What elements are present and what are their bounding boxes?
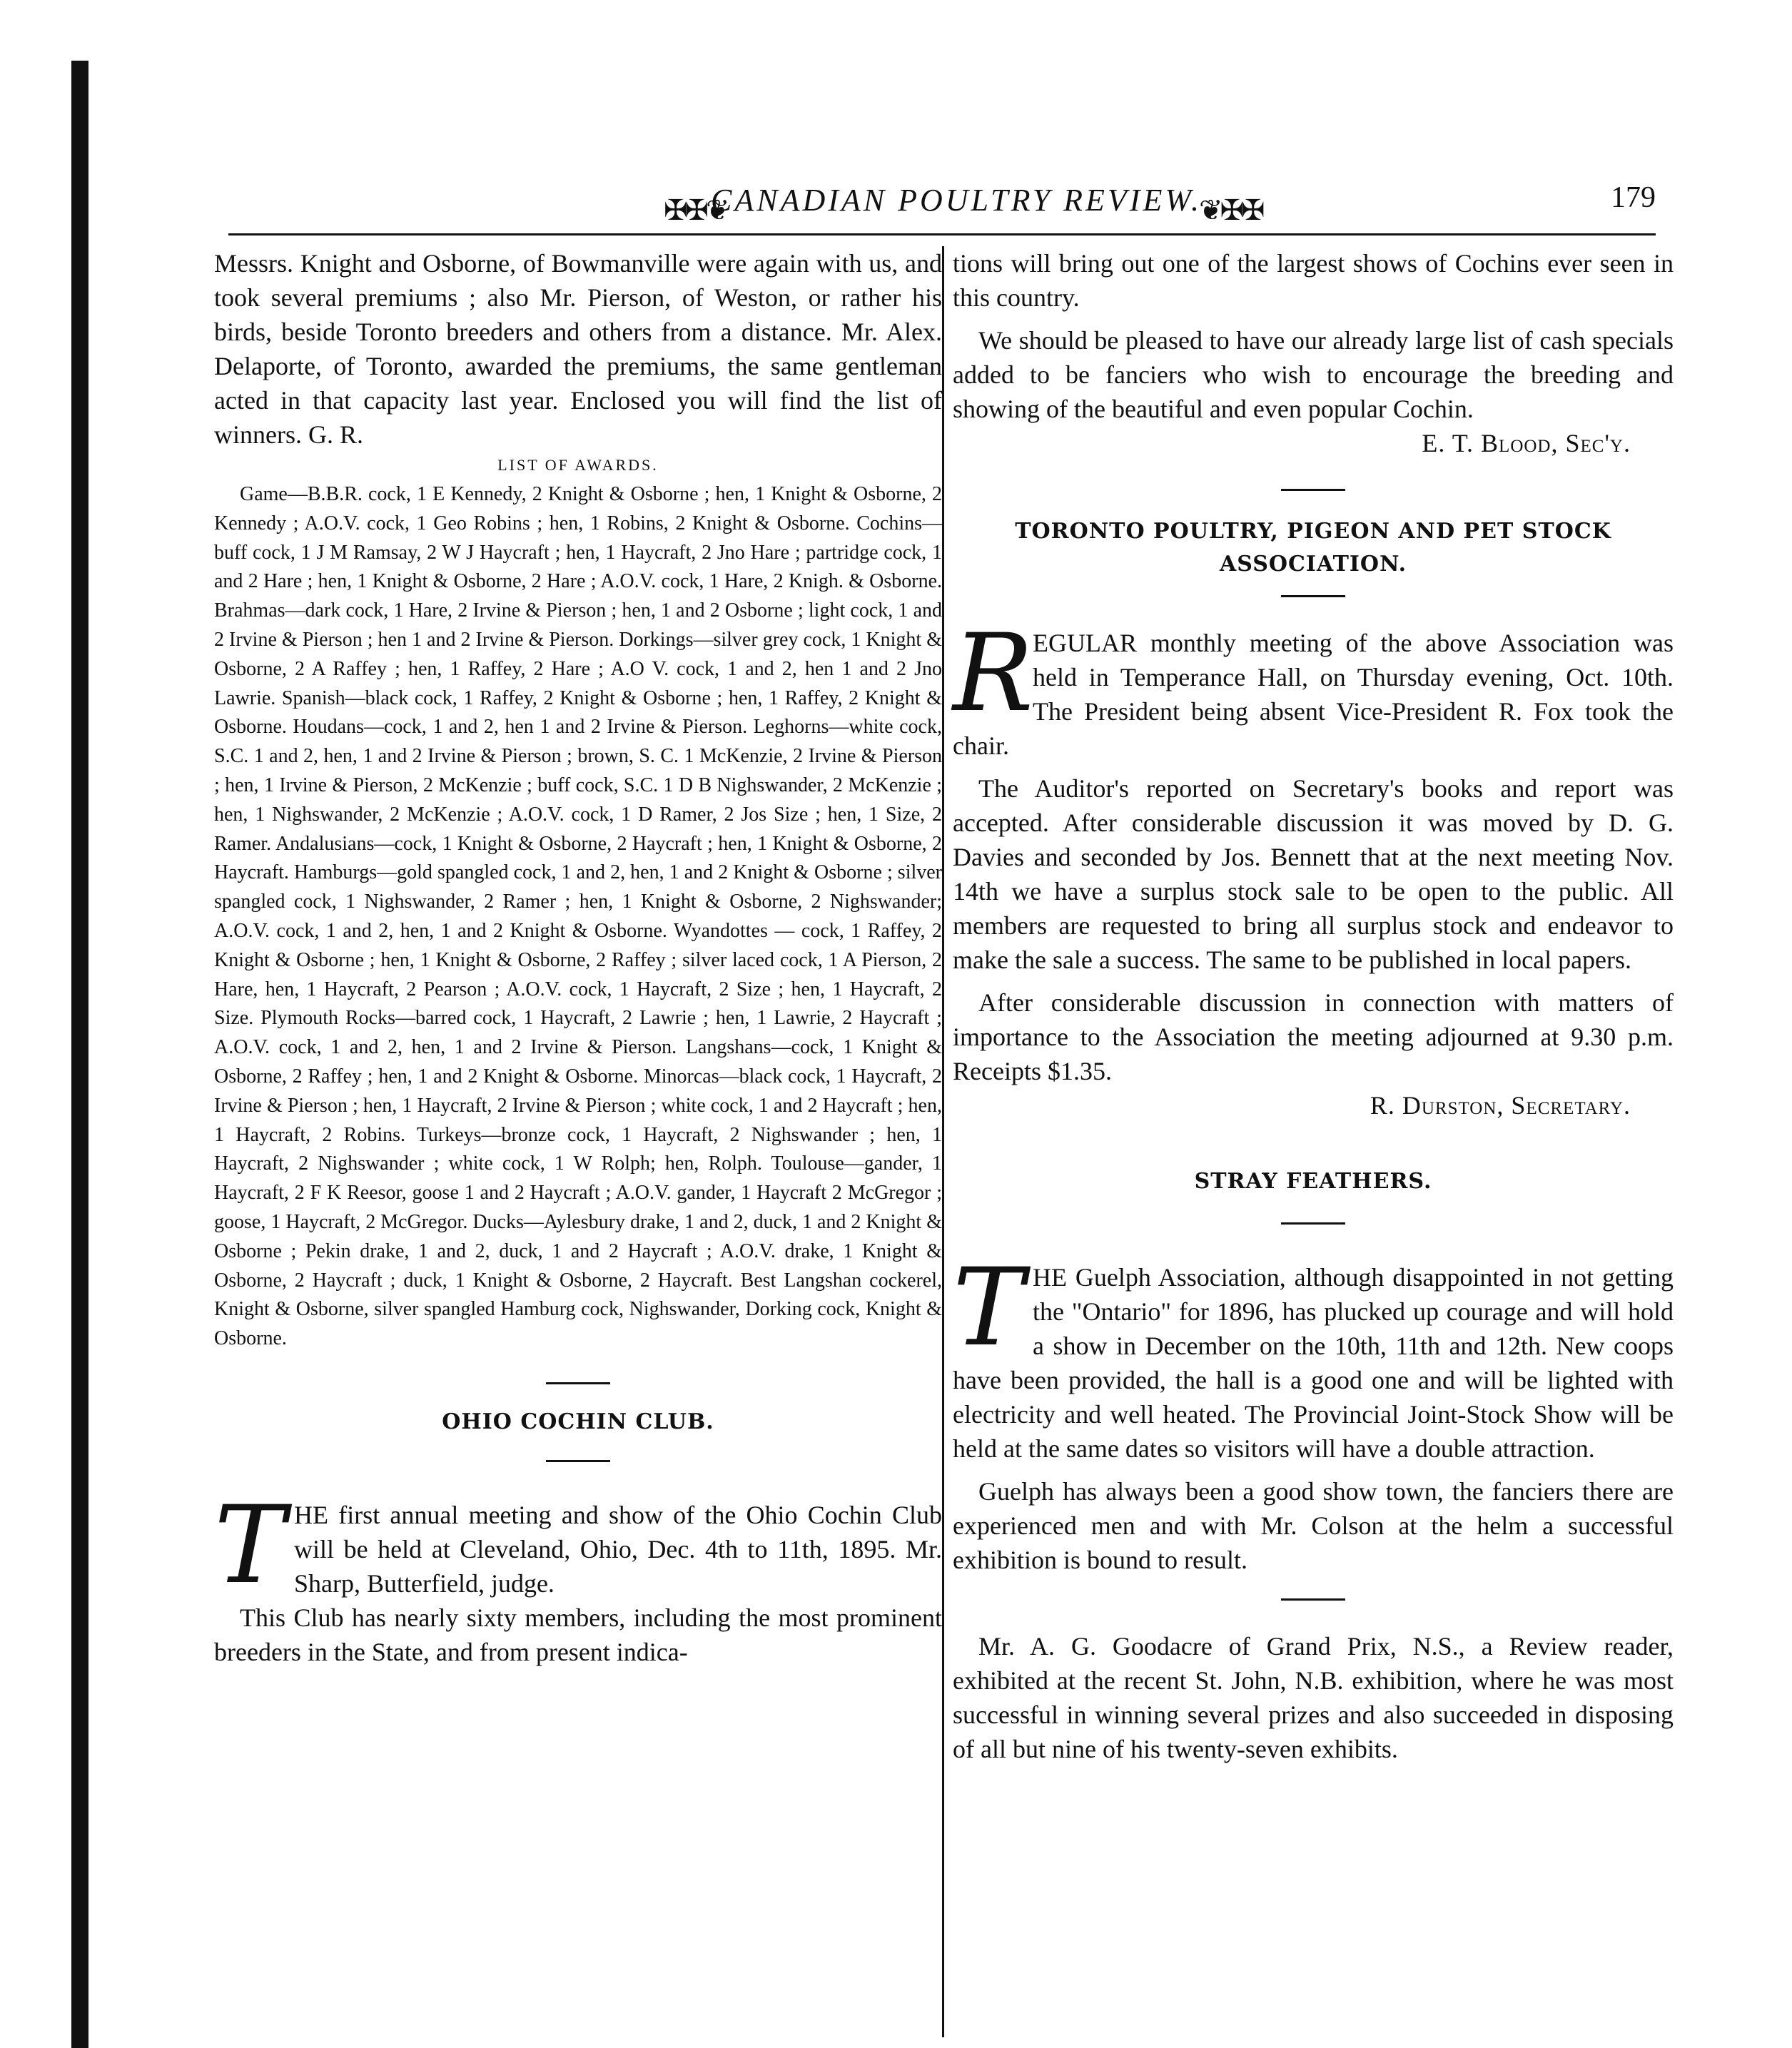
ohio-paragraph-2: This Club has nearly sixty members, including the most prominent breeders in the State, and from present indica- [214, 1603, 942, 1666]
ohio-paragraph-1: HE first annual meeting and show of the Ohio Cochin Club will be held at Cleveland, Ohio, Dec. 4th to 11th, 1895. Mr. Sharp, Butterfield, judge. [294, 1500, 942, 1598]
stray-paragraph-3: Mr. A. G. Goodacre of Grand Prix, N.S., a Review reader, exhibited at the recent St. John, N.B. exhibition, where he was most successful in winning several prizes and also succeeded in disposing of all but nine of his twenty-seven exhibits. [953, 1632, 1674, 1763]
right-column [953, 246, 1674, 1766]
masthead-ornament-left: ✠✠❦ [664, 194, 727, 226]
toronto-drop-cap: R [953, 612, 1033, 736]
masthead-ornament-right: ❦✠✠ [1199, 194, 1262, 226]
ohio-signature: E. T. Blood, Sec'y. [1422, 429, 1631, 457]
ohio-paragraph-3: We should be pleased to have our already large list of cash specials added to be fanciers who wish to encourage the breeding and showing of the beautiful and even popular Cochin. [953, 326, 1674, 423]
column-divider [942, 246, 944, 2037]
masthead-title: CANADIAN POULTRY REVIEW. [711, 183, 1202, 218]
left-column [214, 246, 942, 1669]
stray-feathers-article [953, 1246, 1674, 1766]
page-number: 179 [1611, 181, 1656, 214]
masthead-rule [228, 233, 1656, 235]
stray-feathers-heading: STRAY FEATHERS. [1194, 1169, 1432, 1194]
toronto-paragraph-3: After considerable discussion in connection with matters of importance to the Association the meeting adjourned at 9.30 p.m. Receipts $1.35. [953, 988, 1674, 1085]
awards-list: Game—B.B.R. cock, 1 E Kennedy, 2 Knight & Osborne ; hen, 1 Knight & Osborne, 2 Kennedy ; A.O.V. cock, 1 Geo Robins ; hen, 1 Robins, 2 Knight & Osborne. Cochins—buff cock, 1 J M Ramsay, 2 W J Haycraft ; hen, 1 Haycraft, 2 Jno Hare ; partridge cock, 1 and 2 Hare ; hen, 1 Knight & Osborne, 2 Hare ; A.O.V. cock, 1 Hare, 2 Knigh. & Osborne. Brahmas—dark cock, 1 Hare, 2 Irvine & Pierson ; hen, 1 and 2 Osborne ; light cock, 1 and 2 Irvine & Pierson ; hen 1 and 2 Irvine & Pierson. Dorkings—silver grey cock, 1 Knight & Osborne, 2 A Raffey ; hen, 1 Raffey, 2 Hare ; A.O V. cock, 1 and 2, hen 1 and 2 Jno Lawrie. Spanish—black cock, 1 Raffey, 2 Knight & Osborne ; hen, 1 Raffey, 2 Knight & Osborne. Houdans—cock, 1 and 2, hen 1 and 2 Irvine & Pierson. Leghorns—white cock, S.C. 1 and 2, hen, 1 and 2 Irvine & Pierson ; brown, S. C. 1 McKenzie, 2 Irvine & Pierson ; hen, 1 Irvine & Pierson, 2 McKenzie ; buff cock, S.C. 1 D B Nighswander, 2 McKenzie ; hen, 1 Nighswander, 2 McKenzie ; A.O.V. cock, 1 D Ramer, 2 Jos Size ; hen, 1 Size, 2 Ramer. Andalusians—cock, 1 Knight & Osborne, 2 Haycraft ; hen, 1 Knight & Osborne, 2 Haycraft. Hamburgs—gold spangled cock, 1 and 2, hen, 1 and 2 Knight & Osborne ; silver spangled cock, 1 Nighswander, 2 Ramer ; hen, 1 Knight & Osborne, 2 Nighswander; A.O.V. cock, 1 and 2, hen, 1 and 2 Knight & Osborne. Wyandottes — cock, 1 Raffey, 2 Knight & Osborne ; hen, 1 Knight & Osborne, 2 Raffey ; silver laced cock, 1 A Pierson, 2 Hare, hen, 1 Haycraft, 2 Pearson ; A.O.V. cock, 1 Haycraft, 2 Size ; hen, 1 Haycraft, 2 Size. Plymouth Rocks—barred cock, 1 Haycraft, 2 Lawrie ; hen, 1 Lawrie, 2 Haycraft ; A.O.V. cock, 1 and 2, hen, 1 and 2 Irvine & Pierson. Langshans—cock, 1 Knight & Osborne, 2 Raffey ; hen, 1 and 2 Knight & Osborne. Minorcas—black cock, 1 Haycraft, 2 Irvine & Pierson ; hen, 1 Haycraft, 2 Irvine & Pierson ; white cock, 1 and 2 Haycraft ; hen, 1 Haycraft, 2 Robins. Turkeys—bronze cock, 1 Haycraft, 2 Nighswander ; hen, 1 Haycraft, 2 Nighswander ; white cock, 1 W Rolph; hen, Rolph. Toulouse—gander, 1 Haycraft, 2 F K Reesor, goose 1 and 2 Haycraft ; A.O.V. gander, 1 Haycraft 2 McGregor ; goose, 1 Haycraft, 2 McGregor. Ducks—Aylesbury drake, 1 and 2, duck, 1 and 2 Knight & Osborne ; Pekin drake, 1 and 2, duck, 1 and 2 Haycraft ; A.O.V. drake, 1 Knight & Osborne, 2 Haycraft ; duck, 1 Knight & Osborne, 2 Haycraft. Best Langshan cockerel, Knight & Osborne, silver spangled Hamburg cock, Nighswander, Dorking cock, Knight & Osborne. [214, 483, 942, 1350]
ohio-cochin-club-heading: OHIO COCHIN CLUB. [442, 1409, 714, 1434]
ohio-paragraph-continued: tions will bring out one of the largest shows of Cochins ever seen in this country. [953, 249, 1674, 312]
masthead [214, 175, 1656, 246]
ohio-drop-cap: T [214, 1483, 286, 1608]
toronto-paragraph-2: The Auditor's reported on Secretary's books and report was accepted. After considerable discussion it was moved by D. G. Davies and seconded by Jos. Bennett that at the next meeting Nov. 14th we have a surplus stock sale to be open to the public. All members are requested to bring all surplus stock and endeavor to make the sale a success. The same to be published in local papers. [953, 774, 1674, 974]
binding-edge [71, 61, 88, 2048]
intro-paragraph: Messrs. Knight and Osborne, of Bowmanville were again with us, and took several premiums ; also Mr. Pierson, of Weston, or rather his birds, beside Toronto breeders and others from a distance. Mr. Alex. Delaporte, of Toronto, awarded the premiums, the same gentleman acted in that capacity last year. Enclosed you will find the list of winners. G. R. [214, 249, 942, 449]
stray-paragraph-2: Guelph has always been a good show town, the fanciers there are experienced men and with Mr. Colson at the helm a successful exhibition is bound to result. [953, 1477, 1674, 1574]
ohio-article [214, 1483, 942, 1669]
toronto-article [953, 612, 1674, 1122]
stray-paragraph-1: HE Guelph Association, although disappointed in not getting the "Ontario" for 1896, has plucked up courage and will hold a show in December on the 10th, 11th and 12th. New coops have been provided, the hall is a good one and will be lighted with electricity and well heated. The Provincial Joint-Stock Show will be held at the same dates so visitors will have a double attraction. [953, 1263, 1674, 1463]
toronto-paragraph-1: EGULAR monthly meeting of the above Association was held in Temperance Hall, on Thursday evening, Oct. 10th. The President being absent Vice-President R. Fox took the chair. [953, 629, 1674, 760]
toronto-association-heading: TORONTO POULTRY, PIGEON AND PET STOCK ASSOCIATION. [1015, 519, 1611, 577]
toronto-signature: R. Durston, Secretary. [1370, 1091, 1631, 1120]
stray-drop-cap: T [953, 1246, 1025, 1370]
awards-heading: LIST OF AWARDS. [497, 456, 659, 474]
